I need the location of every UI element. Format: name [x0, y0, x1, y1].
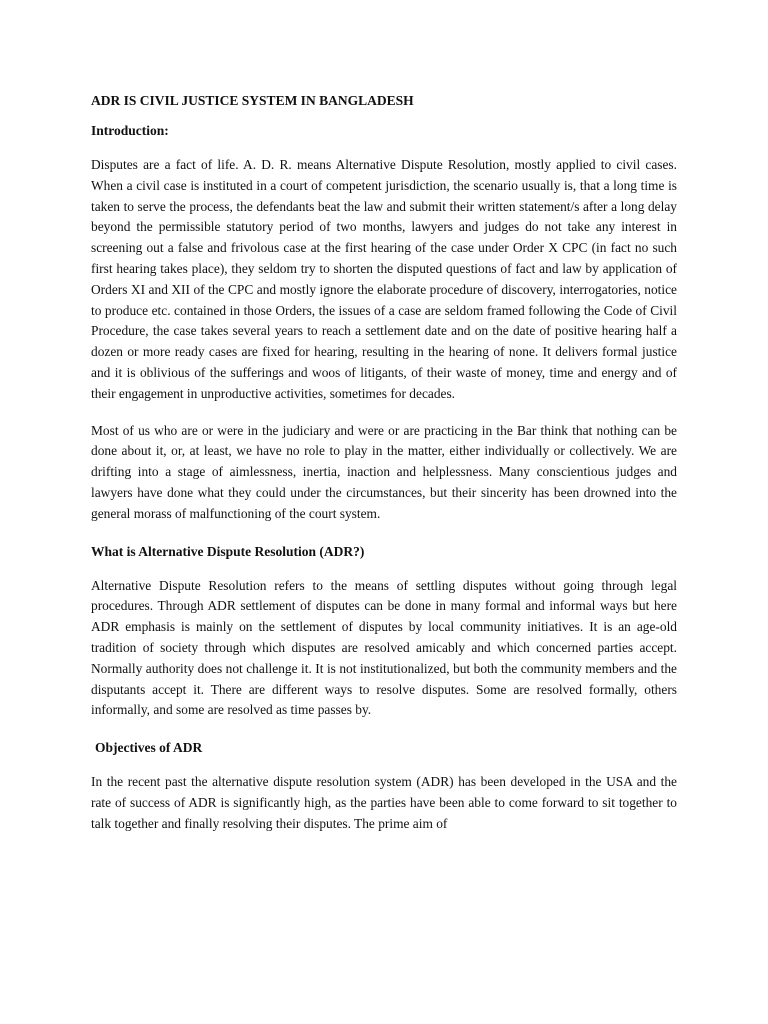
section-heading-introduction: Introduction: — [91, 123, 169, 138]
what-is-adr-paragraph: Alternative Dispute Resolution refers to the means of settling disputes without going through legal procedures. Through ADR settlement of disputes can be done in many formal and informal ways but here ADR emphasis is mainly on the settlement of disputes by local community initiatives. It is an age-old tradition of society through which disputes are resolved amicably and which concerned parties accept. Normally authority does not challenge it. It is not institutionalized, but both the community members and the disputants accept it. There are different ways to resolve disputes. Some are resolved formally, others informally, and some are resolved as time passes by. — [91, 577, 677, 718]
objectives-paragraph: In the recent past the alternative dispute resolution system (ADR) has been developed in the USA and the rate of success of ADR is significantly high, as the parties have been able to come forward to sit together to talk together and finally resolving their disputes. The prime aim of — [91, 774, 677, 831]
section-heading-objectives: Objectives of ADR — [95, 740, 203, 756]
document-page — [91, 90, 677, 851]
introduction-paragraph-1: Disputes are a fact of life. A. D. R. means Alternative Dispute Resolution, mostly applied to civil cases. When a civil case is instituted in a court of competent jurisdiction, the scenario usually is, that a long time is taken to serve the process, the defendants beat the law and submit their written statement/s after a long delay beyond the permissible statutory period of two months, lawyers and judges do not take any interest in screening out a false and frivolous case at the first hearing of the case under Order X CPC (in fact no such first hearing takes place), they seldom try to shorten the disputed questions of fact and law by application of Orders XI and XII of the CPC and mostly ignore the elaborate procedure of discovery, interrogatories, notice to produce etc. contained in those Orders, the issues of a case are seldom framed following the Code of Civil Procedure, the case takes several years to reach a settlement date and on the date of positive hearing half a dozen or more ready cases are fixed for hearing, resulting in the hearing of none. It delivers formal justice and it is oblivious of the sufferings and woos of litigants, of their waste of money, time and energy and of their engagement in unproductive activities, sometimes for decades. — [91, 157, 677, 401]
introduction-paragraph-2: Most of us who are or were in the judiciary and were or are practicing in the Bar think that nothing can be done about it, or, at least, we have no role to play in the matter, either individually or collectively. We are drifting into a stage of aimlessness, inertia, inaction and helplessness. Many conscientious judges and lawyers have done what they could under the circumstances, but their sincerity has been drowned into the general morass of malfunctioning of the court system. — [91, 422, 677, 521]
section-heading-what-is-adr: What is Alternative Dispute Resolution (ADR?) — [91, 543, 365, 559]
document-title: ADR IS CIVIL JUSTICE SYSTEM IN BANGLADESH — [91, 93, 414, 108]
